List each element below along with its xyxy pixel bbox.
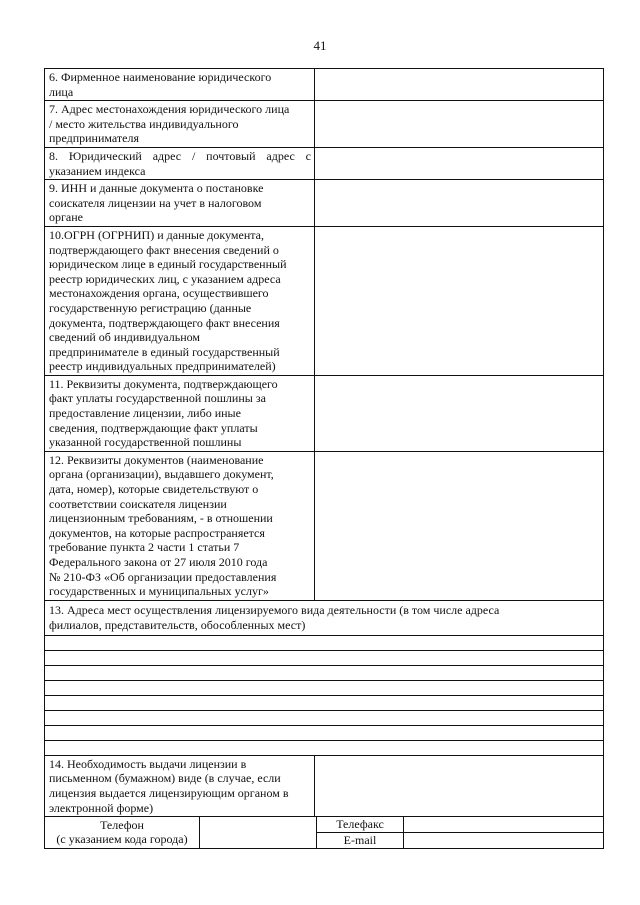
label-line: соответствии соискателя лицензии bbox=[49, 496, 227, 511]
row-address bbox=[44, 101, 604, 148]
label-line: лица bbox=[49, 84, 74, 99]
fax-email-fields bbox=[404, 817, 603, 848]
label-line: сведения, подтверждающие факт уплаты bbox=[49, 420, 258, 435]
fax-email-labels bbox=[317, 817, 404, 848]
label-line: предоставление лицензии, либо иные bbox=[49, 406, 241, 421]
row-label bbox=[45, 376, 315, 451]
paper-license-field[interactable] bbox=[315, 756, 603, 816]
label-line: электронной форме) bbox=[49, 800, 154, 815]
row-company-name bbox=[44, 68, 604, 101]
state-fee-field[interactable] bbox=[315, 376, 603, 451]
label-line: органе bbox=[49, 210, 83, 225]
label-line: реестр юридических лиц, с указанием адреса bbox=[49, 271, 281, 286]
label-line: лицензионным требованиям, - в отношении bbox=[49, 511, 273, 526]
label-line: 9. ИНН и данные документа о постановке bbox=[49, 181, 264, 196]
row-label bbox=[45, 148, 315, 179]
compliance-documents-field[interactable] bbox=[315, 452, 603, 600]
label-line: письменном (бумажном) виде (в случае, если bbox=[49, 771, 281, 786]
label-line: требование пункта 2 части 1 статьи 7 bbox=[49, 540, 240, 555]
row-label bbox=[45, 756, 315, 816]
label-line: документов, на которые распространяется bbox=[49, 525, 265, 540]
address-field[interactable] bbox=[315, 101, 603, 147]
row-activity-locations bbox=[44, 601, 604, 636]
page-number: 41 bbox=[313, 38, 327, 53]
label-line: 6. Фирменное наименование юридического bbox=[49, 70, 272, 84]
company-name-field[interactable] bbox=[315, 69, 603, 100]
label-line: лицензия выдается лицензирующим органом в bbox=[49, 785, 289, 800]
label-line: соискателя лицензии на учет в налоговом bbox=[49, 195, 262, 210]
label-line: факт уплаты государственной пошлины за bbox=[49, 391, 266, 406]
row-paper-license bbox=[44, 756, 604, 817]
phone-label-line: Телефон bbox=[100, 818, 144, 833]
legal-postal-address-field[interactable] bbox=[315, 148, 603, 179]
label-line: 12. Реквизиты документов (наименование bbox=[49, 452, 264, 467]
ogrn-field[interactable] bbox=[315, 227, 603, 375]
label-line: указанием индекса bbox=[49, 163, 146, 178]
activity-location-line[interactable] bbox=[44, 651, 604, 666]
label-line: 7. Адрес местонахождения юридического лица bbox=[49, 102, 290, 117]
label-line: Федерального закона от 27 июля 2010 года bbox=[49, 555, 268, 569]
label-line: местонахождения органа, осуществившего bbox=[49, 286, 269, 301]
fax-field[interactable] bbox=[404, 817, 603, 833]
phone-label bbox=[45, 817, 200, 848]
label-line: указанной государственной пошлины bbox=[49, 435, 242, 450]
activity-location-line[interactable] bbox=[44, 666, 604, 681]
row-contacts bbox=[44, 817, 604, 849]
label-line: филиалов, представительств, обособленных мест) bbox=[49, 617, 306, 632]
label-line: 11. Реквизиты документа, подтверждающего bbox=[49, 376, 278, 391]
label-line: 13. Адреса мест осуществления лицензируемого вида деятельности (в том числе адреса bbox=[49, 602, 500, 617]
label-line: 14. Необходимость выдачи лицензии в bbox=[49, 756, 247, 771]
email-field[interactable] bbox=[404, 833, 603, 848]
label-line: № 210-ФЗ «Об организации предоставления bbox=[49, 569, 277, 584]
row-label bbox=[45, 69, 315, 100]
fax-label: Телефакс bbox=[317, 817, 403, 833]
phone-field[interactable] bbox=[200, 817, 317, 848]
label-line: предпринимателе в единый государственный bbox=[49, 344, 280, 359]
label-line: государственную регистрацию (данные bbox=[49, 300, 252, 315]
label-line: предпринимателя bbox=[49, 131, 139, 146]
row-ogrn bbox=[44, 227, 604, 376]
row-legal-postal-address bbox=[44, 148, 604, 180]
row-label bbox=[45, 101, 315, 147]
label-line: документа, подтверждающего факт внесения bbox=[49, 315, 280, 330]
row-label bbox=[45, 180, 315, 226]
label-line: юридическом лице в единый государственный bbox=[49, 257, 287, 272]
label-line: 8. Юридический адрес / почтовый адрес с bbox=[49, 148, 311, 163]
activity-location-line[interactable] bbox=[44, 636, 604, 651]
inn-field[interactable] bbox=[315, 180, 603, 226]
label-line: сведений об индивидуальном bbox=[49, 330, 200, 345]
activity-location-line[interactable] bbox=[44, 741, 604, 756]
activity-location-line[interactable] bbox=[44, 696, 604, 711]
activity-location-line[interactable] bbox=[44, 681, 604, 696]
activity-location-line[interactable] bbox=[44, 711, 604, 726]
label-line: органа (организации), выдавшего документ, bbox=[49, 467, 274, 482]
license-application-form bbox=[44, 68, 604, 849]
activity-location-line[interactable] bbox=[44, 726, 604, 741]
label-line: государственных и муниципальных услуг» bbox=[49, 584, 269, 599]
label-line: реестр индивидуальных предпринимателей) bbox=[49, 359, 276, 374]
label-line: дата, номер), которые свидетельствуют о bbox=[49, 482, 259, 497]
row-label bbox=[45, 227, 315, 375]
label-line: подтверждающего факт внесения сведений о bbox=[49, 242, 279, 257]
label-line: / место жительства индивидуального bbox=[49, 116, 239, 131]
phone-label-line: (с указанием кода города) bbox=[56, 832, 188, 847]
row-state-fee bbox=[44, 376, 604, 452]
label-line: 10.ОГРН (ОГРНИП) и данные документа, bbox=[49, 227, 264, 242]
row-label bbox=[45, 452, 315, 600]
row-compliance-documents bbox=[44, 452, 604, 601]
row-inn bbox=[44, 180, 604, 227]
email-label: E-mail bbox=[343, 833, 377, 848]
